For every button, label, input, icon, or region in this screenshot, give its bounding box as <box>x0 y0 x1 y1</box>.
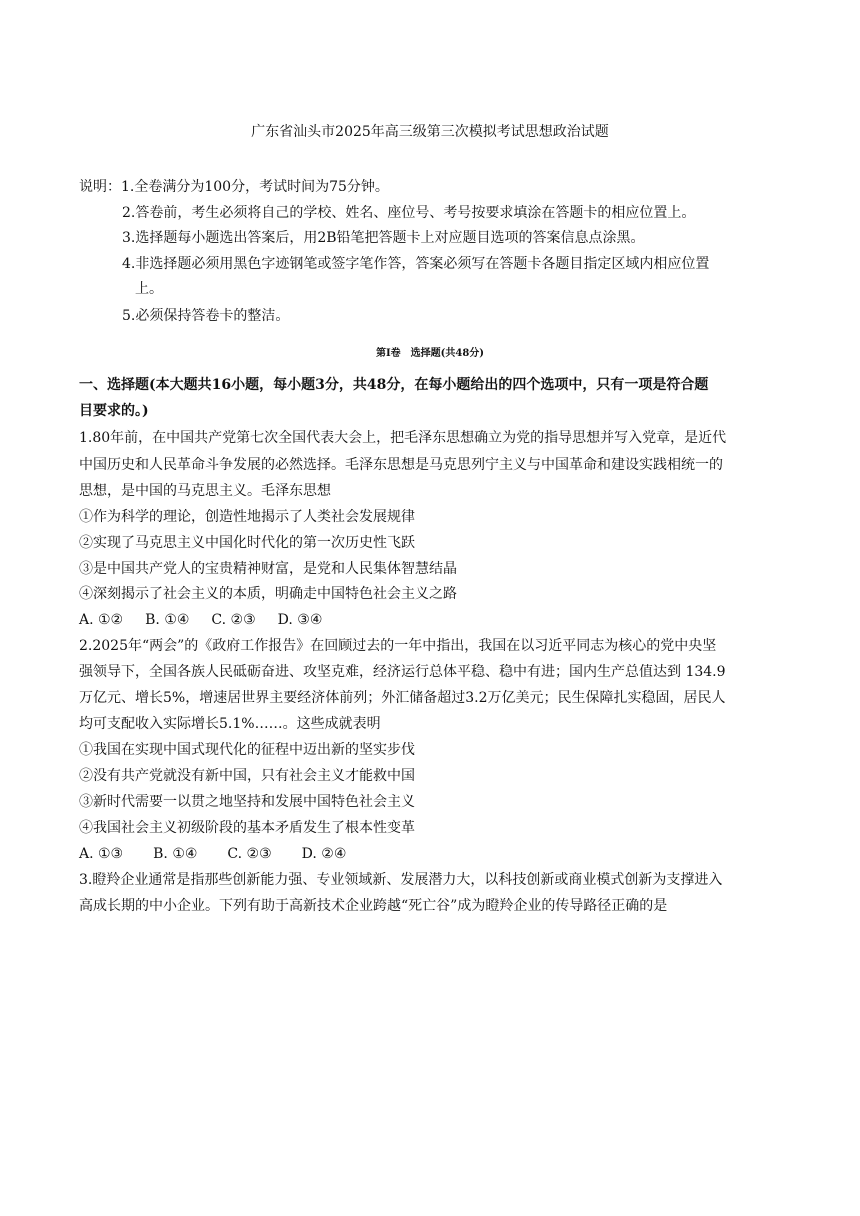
instruction-item: 2.答卷前，考生必须将自己的学校、姓名、座位号、考号按要求填涂在答题卡的相应位置上。 <box>122 205 696 221</box>
q1-stem-line: 中国历史和人民革命斗争发展的必然选择。毛泽东思想是马克思列宁主义与中国革命和建设实践相统一的 <box>79 457 723 473</box>
q2-statement: ④我国社会主义初级阶段的基本矛盾发生了根本性变革 <box>79 820 415 836</box>
q1-statement: ③是中国共产党人的宝贵精神财富，是党和人民集体智慧结晶 <box>79 561 457 577</box>
instruction-item: 上。 <box>135 281 163 297</box>
q1-option-d[interactable]: D. ③④ <box>277 612 323 628</box>
q2-option-a[interactable]: A. ①③ <box>79 846 124 862</box>
section-title: 第Ⅰ卷 选择题(共48分) <box>375 348 485 359</box>
q1-statement: ②实现了马克思主义中国化时代化的第一次历史性飞跃 <box>79 535 415 551</box>
q1-statement: ①作为科学的理论，创造性地揭示了人类社会发展规律 <box>79 509 415 525</box>
instruction-item: 3.选择题每小题选出答案后，用2B铅笔把答题卡上对应题目选项的答案信息点涂黑。 <box>122 230 645 246</box>
exam-title: 广东省汕头市2025年高三级第三次模拟考试思想政治试题 <box>251 124 609 140</box>
q2-option-c[interactable]: C. ②③ <box>227 846 272 862</box>
q2-option-b[interactable]: B. ①④ <box>153 846 198 862</box>
q2-statement: ②没有共产党就没有新中国，只有社会主义才能救中国 <box>79 768 415 784</box>
instruction-item: 1.全卷满分为100分，考试时间为75分钟。 <box>121 179 389 195</box>
q2-option-d[interactable]: D. ②④ <box>301 846 347 862</box>
q1-stem-line: 1.80年前，在中国共产党第七次全国代表大会上，把毛泽东思想确立为党的指导思想并写入党章，是近代 <box>79 430 727 446</box>
instructions-line-1 <box>79 177 389 197</box>
instructions-prefix: 说明： <box>79 179 121 195</box>
instruction-item: 5.必须保持答卷卡的整洁。 <box>122 308 290 324</box>
q1-options <box>79 610 344 630</box>
q1-option-a[interactable]: A. ①② <box>79 612 124 628</box>
part-heading-line: 目要求的。) <box>79 403 149 419</box>
q1-option-b[interactable]: B. ①④ <box>145 612 190 628</box>
q2-options <box>79 844 368 864</box>
instruction-item: 4.非选择题必须用黑色字迹钢笔或签字笔作答，答案必须写在答题卡各题目指定区域内相应位置 <box>122 256 710 272</box>
part-heading-line: 一、选择题(本大题共16小题，每小题3分，共48分，在每小题给出的四个选项中，只有一项是符合题 <box>79 377 709 393</box>
q2-stem-line: 强领导下，全国各族人民砥砺奋进、攻坚克难，经济运行总体平稳、稳中有进；国内生产总值达到 134.9 <box>79 664 726 680</box>
q3-stem-line: 高成长期的中小企业。下列有助于高新技术企业跨越“死亡谷”成为瞪羚企业的传导路径正确的是 <box>79 898 668 914</box>
q1-stem-line: 思想，是中国的马克思主义。毛泽东思想 <box>79 483 331 499</box>
q2-stem-line: 万亿元、增长5%，增速居世界主要经济体前列；外汇储备超过3.2万亿美元；民生保障扎实稳固，居民人 <box>79 690 726 706</box>
q3-stem-line: 3.瞪羚企业通常是指那些创新能力强、专业领域新、发展潜力大，以科技创新或商业模式创新为支撑进入 <box>79 872 723 888</box>
q2-stem-line: 均可支配收入实际增长5.1%……。这些成就表明 <box>79 716 381 732</box>
q2-statement: ③新时代需要一以贯之地坚持和发展中国特色社会主义 <box>79 794 415 810</box>
q1-option-c[interactable]: C. ②③ <box>211 612 256 628</box>
q1-statement: ④深刻揭示了社会主义的本质，明确走中国特色社会主义之路 <box>79 586 457 602</box>
q2-statement: ①我国在实现中国式现代化的征程中迈出新的坚实步伐 <box>79 742 415 758</box>
q2-stem-line: 2.2025年“两会”的《政府工作报告》在回顾过去的一年中指出，我国在以习近平同志为核心的党中央坚 <box>79 638 717 654</box>
